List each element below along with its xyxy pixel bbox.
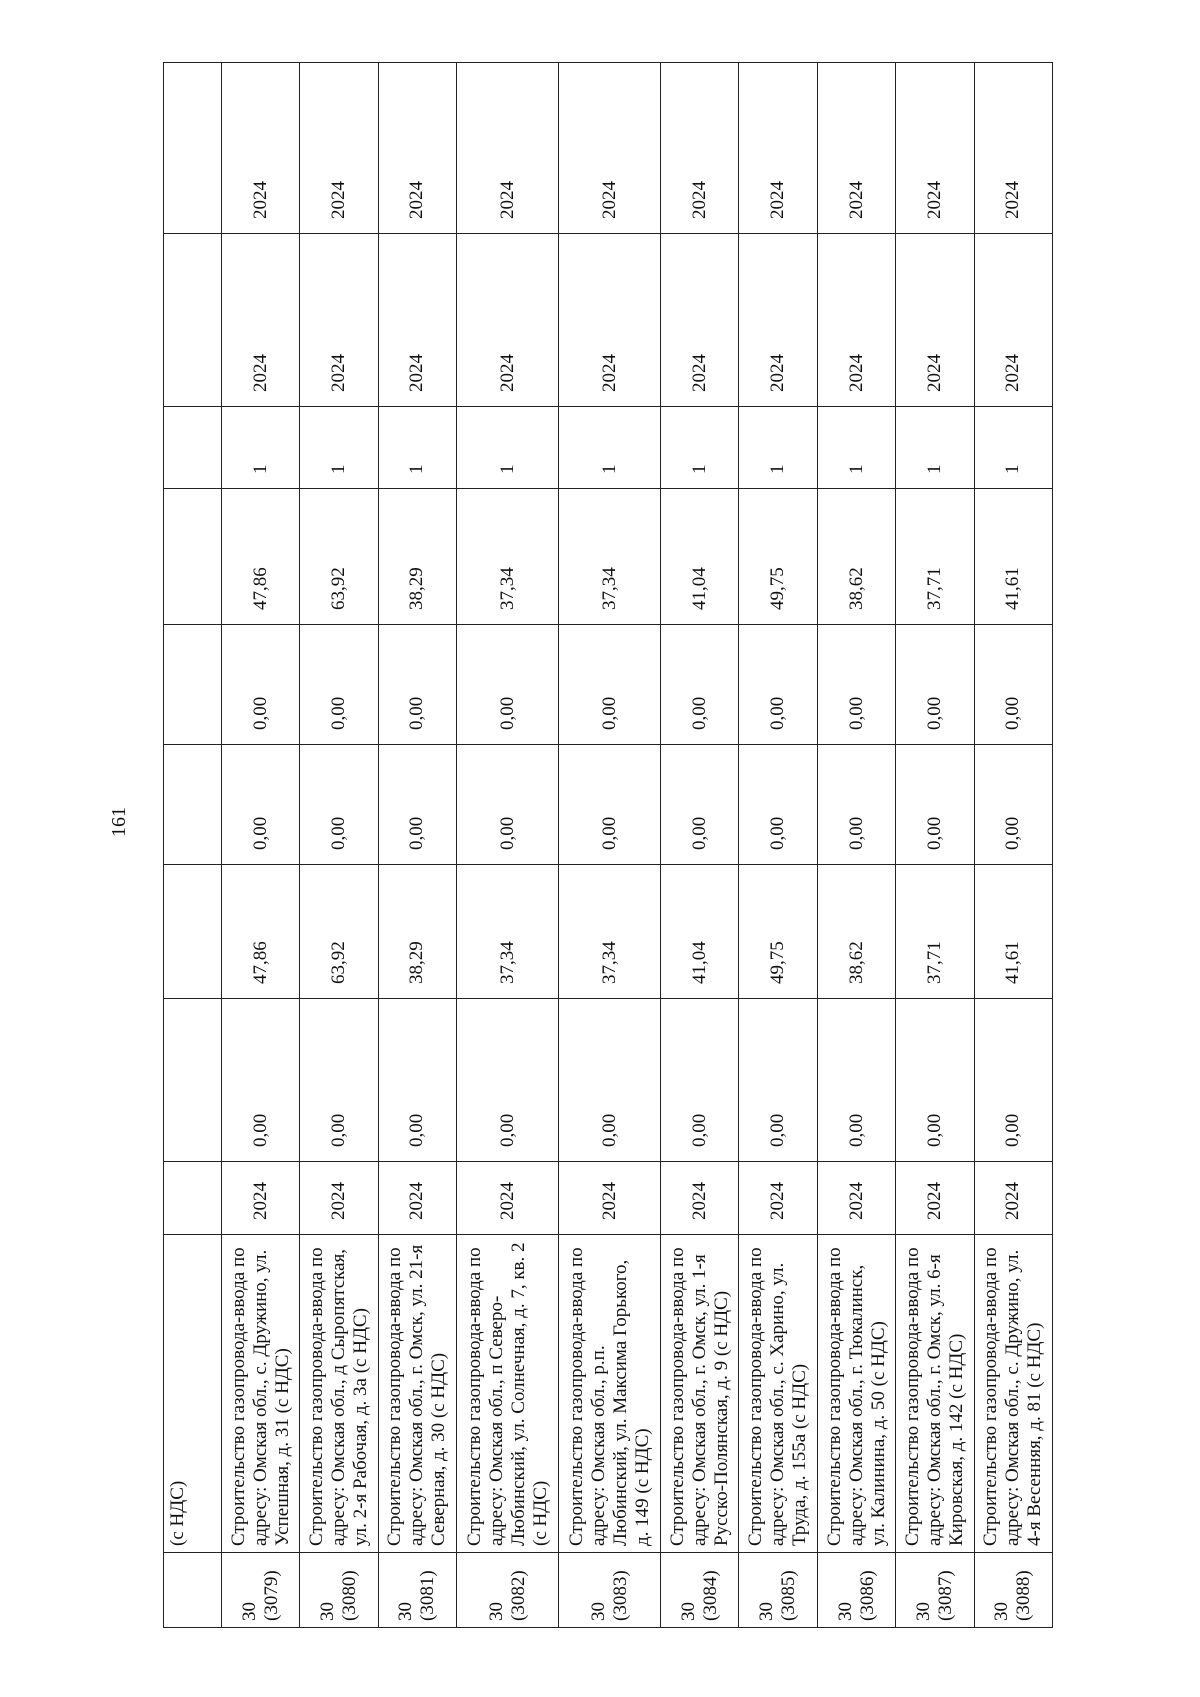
row-year-start: 2024 bbox=[300, 1162, 378, 1235]
row-value-5: 38,29 bbox=[378, 489, 456, 625]
cell-empty bbox=[164, 865, 222, 999]
row-year-start: 2024 bbox=[378, 1162, 456, 1235]
row-count: 1 bbox=[300, 407, 378, 489]
row-value-1: 0,00 bbox=[300, 999, 378, 1162]
row-value-5: 37,34 bbox=[457, 489, 559, 625]
row-year-1: 2024 bbox=[896, 234, 974, 407]
row-description: Строительство газопровода-ввода по адресу: Омская обл., д Сыропятская, ул. 2-я Рабочая, д. 3а (с НДС) bbox=[300, 1235, 378, 1553]
row-value-5: 41,61 bbox=[974, 489, 1052, 625]
row-value-3: 0,00 bbox=[739, 745, 817, 865]
row-year-start: 2024 bbox=[222, 1162, 300, 1235]
row-count: 1 bbox=[378, 407, 456, 489]
table-row bbox=[661, 63, 739, 1628]
row-year-2: 2024 bbox=[559, 63, 661, 234]
row-value-3: 0,00 bbox=[817, 745, 895, 865]
table-row bbox=[378, 63, 456, 1628]
row-year-1: 2024 bbox=[559, 234, 661, 407]
row-year-2: 2024 bbox=[817, 63, 895, 234]
row-year-start: 2024 bbox=[457, 1162, 559, 1235]
row-year-1: 2024 bbox=[300, 234, 378, 407]
row-value-3: 0,00 bbox=[457, 745, 559, 865]
data-table bbox=[163, 62, 1053, 1628]
row-count: 1 bbox=[457, 407, 559, 489]
table-row bbox=[222, 63, 300, 1628]
page-number: 161 bbox=[108, 807, 130, 837]
row-description: Строительство газопровода-ввода по адресу: Омская обл., с. Дружино, ул. Успешная, д. 31 (с НДС) bbox=[222, 1235, 300, 1553]
row-value-4: 0,00 bbox=[817, 625, 895, 745]
row-year-2: 2024 bbox=[974, 63, 1052, 234]
row-value-2: 63,92 bbox=[300, 865, 378, 999]
row-year-1: 2024 bbox=[974, 234, 1052, 407]
cell-empty bbox=[164, 489, 222, 625]
row-value-5: 63,92 bbox=[300, 489, 378, 625]
table-row bbox=[739, 63, 817, 1628]
row-description: Строительство газопровода-ввода по адресу: Омская обл., г. Омск, ул. 1-я Русско-Полянская, д. 9 (с НДС) bbox=[661, 1235, 739, 1553]
row-value-3: 0,00 bbox=[378, 745, 456, 865]
row-year-2: 2024 bbox=[896, 63, 974, 234]
row-value-5: 41,04 bbox=[661, 489, 739, 625]
row-count: 1 bbox=[222, 407, 300, 489]
row-id: 30 (3080) bbox=[300, 1553, 378, 1628]
row-value-5: 38,62 bbox=[817, 489, 895, 625]
row-value-3: 0,00 bbox=[222, 745, 300, 865]
row-value-4: 0,00 bbox=[378, 625, 456, 745]
cell-empty bbox=[164, 625, 222, 745]
row-description: Строительство газопровода-ввода по адресу: Омская обл., р.п. Любинский, ул. Максима Горького, д. 149 (с НДС) bbox=[559, 1235, 661, 1553]
table-row bbox=[457, 63, 559, 1628]
row-value-2: 37,71 bbox=[896, 865, 974, 999]
row-year-start: 2024 bbox=[739, 1162, 817, 1235]
row-value-2: 47,86 bbox=[222, 865, 300, 999]
row-year-1: 2024 bbox=[457, 234, 559, 407]
row-value-1: 0,00 bbox=[896, 999, 974, 1162]
cell-empty bbox=[164, 1162, 222, 1235]
table-row bbox=[300, 63, 378, 1628]
cell-empty bbox=[164, 999, 222, 1162]
cell-empty bbox=[164, 745, 222, 865]
row-value-5: 49,75 bbox=[739, 489, 817, 625]
row-year-start: 2024 bbox=[817, 1162, 895, 1235]
row-value-1: 0,00 bbox=[661, 999, 739, 1162]
row-value-4: 0,00 bbox=[896, 625, 974, 745]
row-value-3: 0,00 bbox=[559, 745, 661, 865]
row-id: 30 (3088) bbox=[974, 1553, 1052, 1628]
row-description: Строительство газопровода-ввода по адресу: Омская обл., с. Дружино, ул. 4-я Весенняя, д. 81 (с НДС) bbox=[974, 1235, 1052, 1553]
cell-empty bbox=[164, 234, 222, 407]
row-count: 1 bbox=[974, 407, 1052, 489]
row-description: Строительство газопровода-ввода по адресу: Омская обл., с. Харино, ул. Труда, д. 155а (с НДС) bbox=[739, 1235, 817, 1553]
cell-empty bbox=[164, 63, 222, 234]
row-year-start: 2024 bbox=[896, 1162, 974, 1235]
continuation-text: (с НДС) bbox=[164, 1235, 222, 1553]
cell-empty bbox=[164, 407, 222, 489]
row-count: 1 bbox=[661, 407, 739, 489]
row-value-3: 0,00 bbox=[300, 745, 378, 865]
row-description: Строительство газопровода-ввода по адресу: Омская обл., г. Омск, ул. 6-я Кировская, д. 142 (с НДС) bbox=[896, 1235, 974, 1553]
row-description: Строительство газопровода-ввода по адресу: Омская обл., г. Тюкалинск, ул. Калинина, д. 50 (с НДС) bbox=[817, 1235, 895, 1553]
row-value-4: 0,00 bbox=[559, 625, 661, 745]
row-year-1: 2024 bbox=[661, 234, 739, 407]
row-count: 1 bbox=[739, 407, 817, 489]
table-row bbox=[817, 63, 895, 1628]
row-value-5: 37,34 bbox=[559, 489, 661, 625]
row-value-1: 0,00 bbox=[817, 999, 895, 1162]
row-value-3: 0,00 bbox=[661, 745, 739, 865]
row-value-1: 0,00 bbox=[974, 999, 1052, 1162]
row-year-2: 2024 bbox=[457, 63, 559, 234]
row-value-2: 49,75 bbox=[739, 865, 817, 999]
row-id: 30 (3083) bbox=[559, 1553, 661, 1628]
row-year-2: 2024 bbox=[739, 63, 817, 234]
cell-empty bbox=[164, 1553, 222, 1628]
row-id: 30 (3087) bbox=[896, 1553, 974, 1628]
row-value-4: 0,00 bbox=[974, 625, 1052, 745]
row-description: Строительство газопровода-ввода по адресу: Омская обл., г. Омск, ул. 21-я Северная, д. 30 (с НДС) bbox=[378, 1235, 456, 1553]
row-id: 30 (3082) bbox=[457, 1553, 559, 1628]
row-value-2: 38,29 bbox=[378, 865, 456, 999]
row-value-3: 0,00 bbox=[974, 745, 1052, 865]
row-value-4: 0,00 bbox=[300, 625, 378, 745]
row-count: 1 bbox=[559, 407, 661, 489]
row-count: 1 bbox=[896, 407, 974, 489]
row-value-1: 0,00 bbox=[457, 999, 559, 1162]
row-year-1: 2024 bbox=[378, 234, 456, 407]
table-row bbox=[974, 63, 1052, 1628]
row-value-4: 0,00 bbox=[457, 625, 559, 745]
row-year-2: 2024 bbox=[222, 63, 300, 234]
row-value-3: 0,00 bbox=[896, 745, 974, 865]
row-value-5: 37,71 bbox=[896, 489, 974, 625]
row-value-1: 0,00 bbox=[222, 999, 300, 1162]
data-table-sheet bbox=[163, 63, 1053, 1628]
row-year-1: 2024 bbox=[739, 234, 817, 407]
row-year-start: 2024 bbox=[974, 1162, 1052, 1235]
row-value-2: 37,34 bbox=[559, 865, 661, 999]
row-value-4: 0,00 bbox=[661, 625, 739, 745]
row-value-2: 41,61 bbox=[974, 865, 1052, 999]
row-year-1: 2024 bbox=[817, 234, 895, 407]
continuation-row bbox=[164, 63, 222, 1628]
row-id: 30 (3081) bbox=[378, 1553, 456, 1628]
row-id: 30 (3085) bbox=[739, 1553, 817, 1628]
row-year-1: 2024 bbox=[222, 234, 300, 407]
table-row bbox=[559, 63, 661, 1628]
row-description: Строительство газопровода-ввода по адресу: Омская обл., п Северо-Любинский, ул. Солнечная, д. 7, кв. 2 (с НДС) bbox=[457, 1235, 559, 1553]
row-year-2: 2024 bbox=[378, 63, 456, 234]
row-value-4: 0,00 bbox=[222, 625, 300, 745]
row-year-start: 2024 bbox=[661, 1162, 739, 1235]
row-year-2: 2024 bbox=[661, 63, 739, 234]
row-value-1: 0,00 bbox=[559, 999, 661, 1162]
row-id: 30 (3084) bbox=[661, 1553, 739, 1628]
row-year-start: 2024 bbox=[559, 1162, 661, 1235]
row-value-1: 0,00 bbox=[378, 999, 456, 1162]
row-value-1: 0,00 bbox=[739, 999, 817, 1162]
row-value-5: 47,86 bbox=[222, 489, 300, 625]
row-id: 30 (3079) bbox=[222, 1553, 300, 1628]
row-value-2: 37,34 bbox=[457, 865, 559, 999]
row-year-2: 2024 bbox=[300, 63, 378, 234]
table-row bbox=[896, 63, 974, 1628]
row-value-2: 41,04 bbox=[661, 865, 739, 999]
row-value-2: 38,62 bbox=[817, 865, 895, 999]
row-id: 30 (3086) bbox=[817, 1553, 895, 1628]
row-value-4: 0,00 bbox=[739, 625, 817, 745]
row-count: 1 bbox=[817, 407, 895, 489]
